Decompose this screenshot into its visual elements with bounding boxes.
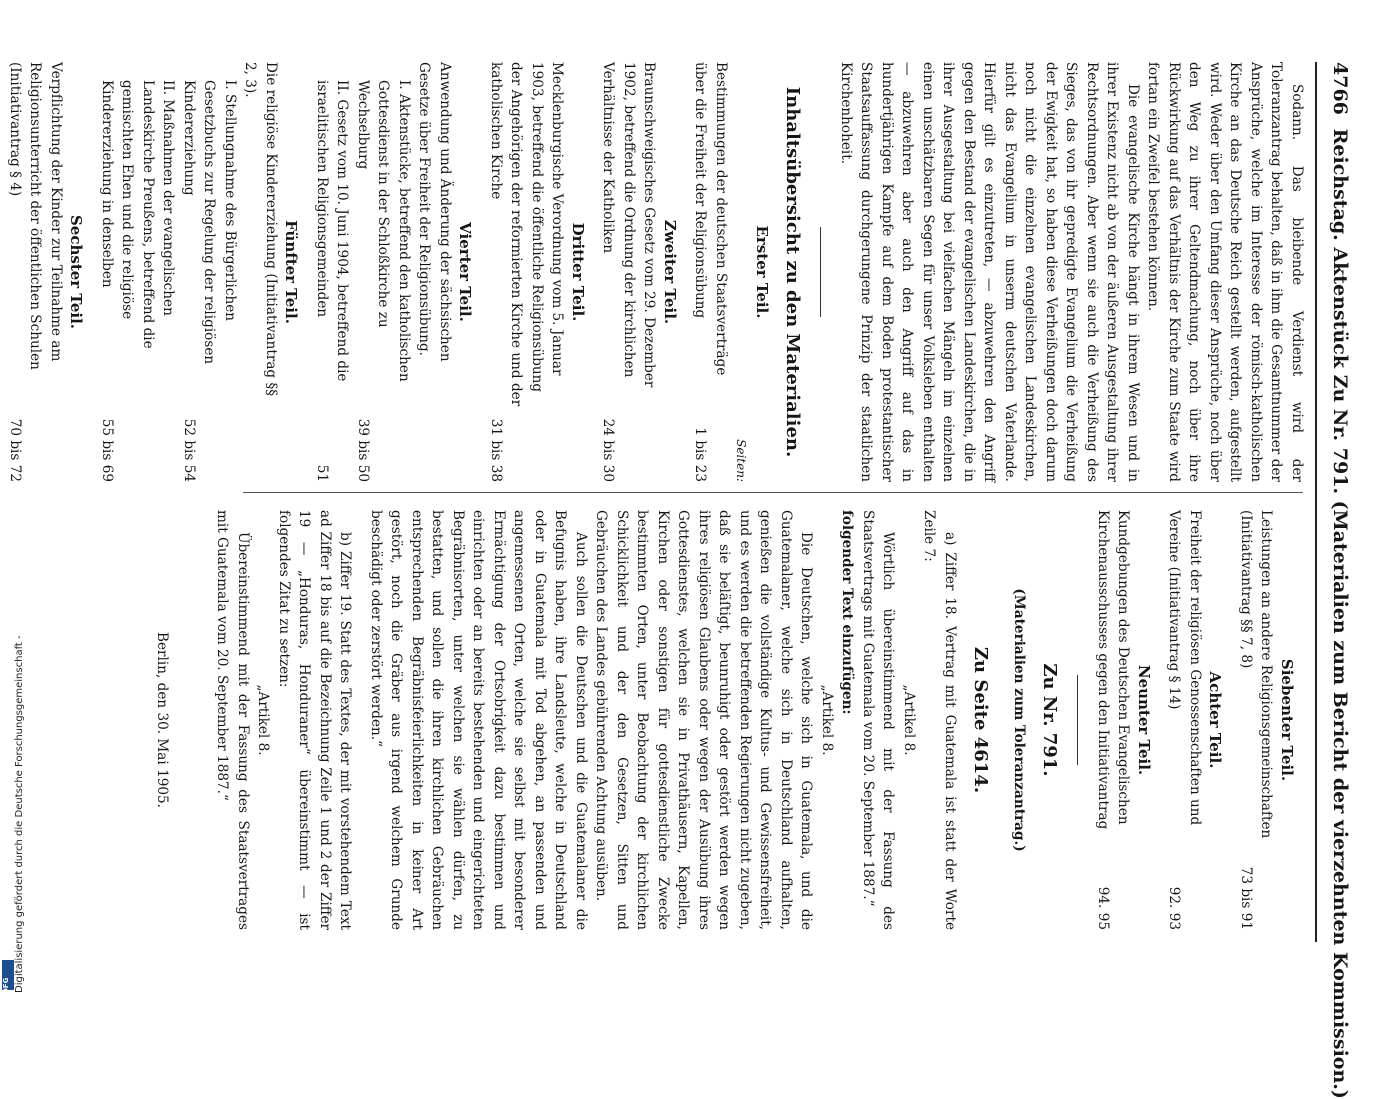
toc-entry-text: Mecklenburgische Verordnung vom 5. Januar 1903, betreffend die öffentliche Religionsübung der Angehörigen der reformierten Kirche und der katholischen Kirche [488, 62, 566, 407]
zu-subtitle: (Materialien zum Toleranzantrag.) [1011, 588, 1027, 852]
item-a-instruction: folgender Text einzufügen: [839, 510, 856, 715]
toc-entry-text: Freiheit der religiösen Genossenschaften und Vereine (Initiativantrag § 14) [1166, 510, 1203, 826]
right-column [152, 510, 1308, 930]
toc-entry-pages: 55 bis 69 [99, 418, 115, 482]
zu-seite: Zu Seite 4614. [970, 646, 992, 794]
toc-entry [486, 62, 568, 482]
dfg-logo-text: DFG [2, 977, 10, 994]
toc-entry-text: II. Maßnahmen der evangelischen Landeskirche Preußens, betreffend die gemischten Ehen und die religiöse Kindererziehung in denselben [99, 80, 177, 349]
part-heading: Dritter Teil. [569, 222, 587, 322]
digitization-note: Digitalisierung gefördert durch die Deutsche Forschungsgemeinschaft - [14, 635, 25, 993]
item-a-old-text: Wörtlich übereinstimmend mit der Fassung des Staatsvertrags mit Guatemala vom 20. September 1887.“ [860, 510, 897, 930]
item-a-intro: a) Ziffer 18. Vertrag mit Guatemala ist statt der Worte Zeile 7: [921, 510, 958, 930]
item-b-intro: b) Ziffer 19. Statt des Textes, der mit vorstehendem Text ad Ziffer 18 bis auf die Bezeichnung Zeile 1 und 2 der Ziffer 19 — „Honduras, Honduraner“ übereinstimmt — ist folgendes Zitat zu setzen: [276, 510, 354, 930]
article-paragraph: Die Deutschen, welche sich in Guatemala, und die Guatemalaner, welche sich in Deutschland aufhalten, genießen die vollständige Kultus- und Gewissensfreiheit, und es werden die betreffenden Regierungen nicht zugeben, daß sie beläſtigt, beunruhigt oder gestört werden wegen ihres religiösen Glaubens oder wegen der Ausübung ihres Gottesdienstes, welchen sie in Privathäusern, Kapellen, Kirchen oder sonstigen für gottesdienstliche Zwecke bestimmten Orten, unter Beobachtung der kirchlichen Schicklichkeit und der den Gesetzen, Sitten und Gebräuchen des Landes gebührenden Achtung ausüben. [593, 510, 815, 930]
toc-entry-pages: 92. 93 [1166, 886, 1183, 930]
toc-entry-text: Braunschweigisches Gesetz vom 29. Dezember 1902, betreffend die Ordnung der kirchlichen Verhältnisse der Katholiken [600, 62, 658, 388]
toc-entry [5, 62, 67, 482]
part-heading: Erster Teil. [753, 225, 771, 319]
part-heading: Sechster Teil. [67, 214, 86, 330]
part-heading: Siebenter Teil. [1278, 658, 1296, 782]
toc-entry-pages: 94. 95 [1095, 886, 1111, 930]
zu-title: Zu Nr. 791. [1039, 663, 1061, 777]
running-title: Reichstag. Aktenstück Zu Nr. 791. (Materialien zum Bericht der vierzehnten Kommission.) [1329, 128, 1351, 1099]
toc-entry-text: II. Gesetz vom 10. Juni 1904, betreffend die israelitischen Religionsgemeinden [314, 80, 351, 382]
column-divider [243, 492, 1303, 493]
toc-entry [690, 62, 731, 482]
page-header [1315, 62, 1353, 1099]
article-paragraph: Auch sollen die Deutschen und die Guatemalaner die Befugnis haben, ihre Landsleute, welche in Deutschland oder in Guatemala mit Tod abgehen, an passenden und angemessenen Orten, welche sie selbst mit besonderer Ermächtigung der Ortsobrigkeit dazu bestimmen und einrichten oder an bereits bestehenden und eingerichteten Begräbnisorten, unter welchen sie wählen dürfen, zu bestatten, und sollen die ihren kirchlichen Gebräuchen entsprechenden Begräbnisfeierlichkeiten in keiner Art gestört, noch die Gräber aus irgend welchem Grunde beschädigt oder zerstört werden.“ [368, 510, 589, 930]
part-heading: Neunter Teil. [1135, 664, 1153, 776]
toc-entry [598, 62, 660, 482]
toc-entry [312, 62, 353, 482]
dfg-logo-icon [2, 960, 14, 994]
part-heading: Zweiter Teil. [661, 219, 679, 325]
toc-title: Inhaltsübersicht zu den Materialien. [782, 86, 804, 458]
toc-entry-text: Leistungen an andere Religionsgemeinschaften (Initiativantrag §§ 7, 8) [1238, 510, 1275, 839]
toc-entry-pages: 39 bis 50 [355, 418, 371, 482]
toc-entry-text: I. Stellungnahme des Bürgerlichen Gesetzbuchs zur Regelung der religiösen Kindererziehung [181, 80, 238, 365]
toc-entry [240, 62, 281, 482]
toc-entry-pages: 73 bis 91 [1238, 866, 1254, 930]
article-heading: „Artikel 8. [901, 684, 917, 756]
toc-entry-pages: 51 [314, 464, 330, 482]
toc-entry-pages: 31 bis 38 [488, 418, 504, 482]
toc-entry-text: Kundgebungen des Deutschen Evangelischen Kirchenausschusses gegen den Initiativantrag [1095, 510, 1132, 830]
toc-entry-pages: 52 bis 54 [181, 418, 197, 482]
toc-entry [179, 62, 241, 482]
section-divider [821, 227, 822, 317]
paragraph: Die evangelische Kirche hängt in ihrem Wesen und in ihrer Existenz nicht ab von der äußeren Ausgestaltung ihrer Rechtsordnungen. Aber wenn sie auch die Verheißung des Sieges, das von ihr gepredigte Evangelium die Verheißung der Ewigkeit hat, so haben diese Verheißungen doch darum noch nicht die einzelnen evangelischen Landeskirchen, nicht das Evangelium in unserm deutschen Vaterlande. Hierfür gilt es einzutreten, — abzuwehren den Angriff gegen den Bestand der evangelischen Landeskirchen, die in ihrer Ausgestaltung bei vielfachen Mängeln im einzelnen einen unschätzbaren Segen für unser Volksleben enthalten — abzuwehren aber auch den Angriff auf das in hundertjährigen Kampfe auf dem Boden protestantischer Staatsauffassung durchgerungene Prinzip der staatlichen Kirchenhoheit. [838, 62, 1141, 482]
paragraph: Sodann. Das bleibende Verdienst wird der Toleranzantrag behalten, daß in ihm die Gesamtnummer der Ansprüche, welche im Interesse der römisch-katholischen Kirche an das Deutsche Reich gestellt werden, aufgestellt wird. Weder über den Umfang dieser Ansprüche, noch über den Weg zu ihrer Geltendmachung, noch über ihre Rückwirkung auf das Verhältnis der Kirche zum Staate wird fortan ein Zweifel bestehen können. [1145, 62, 1305, 482]
left-column [5, 62, 1308, 482]
article-heading: „Artikel 8. [819, 684, 835, 756]
page-number: 4766 [1329, 62, 1351, 115]
toc-entry-text: Bestimmungen der deutschen Staatsverträge über die Freiheit der Religionsübung [692, 62, 729, 376]
item-b-text: Übereinstimmend mit der Fassung des Staatsvertrages mit Guatemala vom 20. September 1887.“ [214, 510, 251, 930]
seiten-label: Seiten: [734, 439, 749, 482]
toc-entry-text: Verpflichtung der Kinder zur Teilnahme am Religionsunterricht der öffentlichen Schulen (Initiativantrag § 4) [7, 62, 64, 370]
toc-entry [353, 62, 415, 482]
toc-entry-pages: 1 bis 23 [692, 427, 709, 482]
toc-entry-pages: 70 bis 72 [7, 418, 23, 482]
toc-entry [1093, 510, 1134, 930]
toc-entry [1164, 510, 1205, 930]
toc-entry-pages: 24 bis 30 [600, 418, 617, 482]
signature-line: Berlin, den 30. Mai 1905. [154, 632, 170, 808]
toc-entry-text: I. Aktenstücke, betreffend den katholischen Gottesdienst in der Schloßkirche zu Wechselburg [355, 80, 412, 382]
toc-entry-text: Anwendung und Änderung der sächsischen Gesetze über Freiheit der Religionsübung. [416, 62, 453, 362]
toc-entry [97, 62, 179, 482]
part-heading: Achter Teil. [1206, 671, 1225, 769]
toc-entry-text: Die religiöse Kindererziehung (Initiativantrag §§ 2, 3). [242, 62, 279, 397]
section-divider [1078, 675, 1079, 765]
part-heading: Vierter Teil. [456, 222, 475, 322]
part-heading: Fünfter Teil. [282, 220, 301, 324]
article-heading: „Artikel 8. [255, 684, 272, 756]
toc-entry [1236, 510, 1277, 930]
toc-entry [414, 62, 455, 482]
